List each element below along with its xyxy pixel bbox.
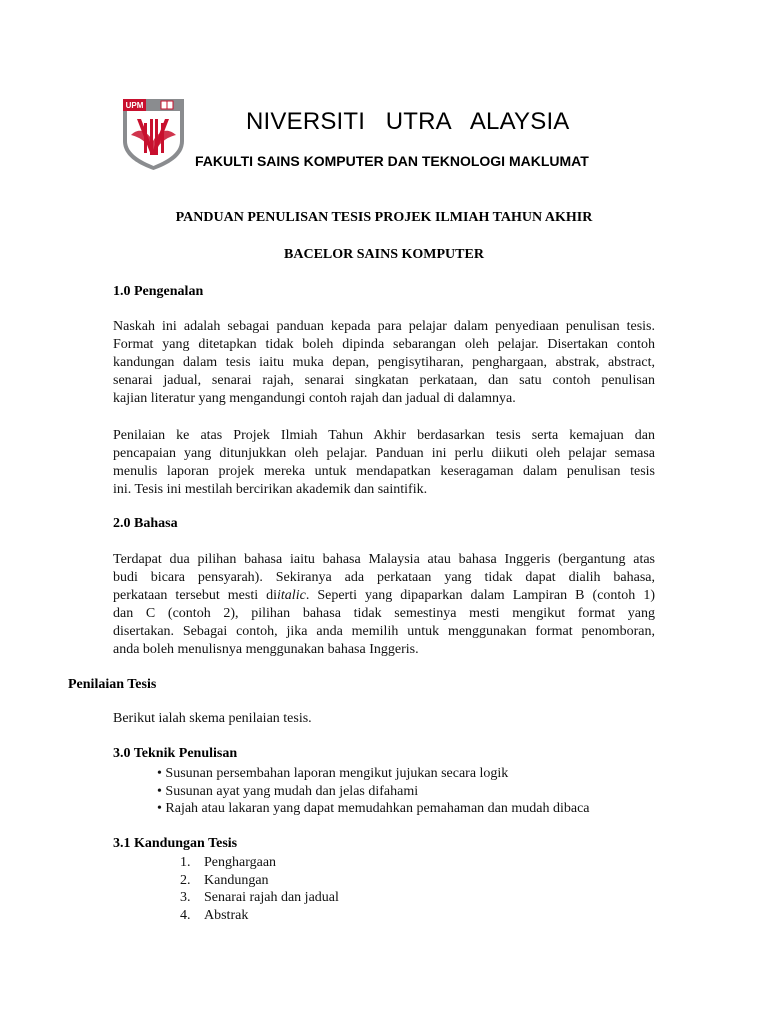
intro-p1-line: Format yang ditetapkan tidak boleh dipinda sebarangan oleh pelajar. Disertakan contoh — [113, 337, 655, 352]
list-item-text: Penghargaan — [204, 855, 277, 870]
section-heading-technique: 3.0 Teknik Penulisan — [113, 746, 238, 761]
list-item — [180, 854, 339, 872]
italic-word: italic — [277, 588, 306, 603]
section-heading-contents: 3.1 Kandungan Tesis — [113, 836, 238, 851]
intro-p1-line: kandungan dalam tesis iaitu muka depan, pengisytiharan, penghargaan, abstrak, abstract, — [113, 355, 655, 370]
list-item-text: Rajah atau lakaran yang dapat memudahkan pemahaman dan mudah dibaca — [165, 801, 590, 816]
intro-p1-line: senarai jadual, senarai rajah, senarai singkatan perkataan, dan satu contoh penulisan — [113, 373, 655, 388]
document-subtitle: BACELOR SAINS KOMPUTER — [284, 247, 484, 262]
intro-paragraph-2 — [113, 427, 655, 499]
language-line-pre: perkataan tersebut mesti di — [113, 588, 278, 603]
intro-paragraph-1 — [113, 318, 655, 408]
language-line-post: . Seperti yang dipaparkan dalam Lampiran B (contoh 1) — [305, 588, 655, 603]
intro-p2-line: Penilaian ke atas Projek Ilmiah Tahun Akhir berdasarkan tesis serta kemajuan dan — [113, 428, 655, 443]
technique-list — [157, 765, 590, 818]
intro-p1-line: Naskah ini adalah sebagai panduan kepada para pelajar dalam penyediaan penulisan tesis. — [113, 319, 655, 334]
language-line: dan C (contoh 2), pilihan bahasa tidak semestinya mesti mengikut format yang — [113, 606, 655, 621]
list-item-text: Abstrak — [204, 907, 249, 923]
list-item-number: 4. — [180, 907, 191, 923]
list-item-number: 3. — [180, 890, 191, 905]
intro-p2-line: ini. Tesis ini mestilah bercirikan akademik dan saintifik. — [113, 482, 428, 497]
contents-list — [180, 854, 339, 924]
list-item-text: Senarai rajah dan jadual — [204, 890, 339, 905]
list-item: • Susunan persembahan laporan mengikut jujukan secara logik — [157, 766, 509, 781]
language-paragraph — [113, 551, 655, 659]
list-item — [180, 872, 339, 890]
section-heading-language: 2.0 Bahasa — [113, 516, 178, 531]
section-heading-assessment: Penilaian Tesis — [68, 677, 157, 692]
upm-logo — [121, 97, 186, 171]
section-heading-intro: 1.0 Pengenalan — [113, 284, 204, 299]
list-item — [180, 907, 339, 925]
list-item-number: 2. — [180, 872, 191, 888]
list-item-text: Susunan ayat yang mudah dan jelas difahami — [165, 783, 419, 799]
faculty-name: FAKULTI SAINS KOMPUTER DAN TEKNOLOGI MAKLUMAT — [195, 153, 589, 169]
language-line: budi bicara pensyarah). Sekiranya ada perkataan yang tidak dapat dialih bahasa, — [113, 570, 655, 585]
intro-p2-line: menulis laporan projek mereka untuk mendapatkan keseragaman dalam penulisan tesis — [113, 464, 655, 479]
list-item-text: Susunan persembahan laporan mengikut jujukan secara logik — [165, 766, 509, 781]
language-line — [113, 587, 655, 605]
language-line: Terdapat dua pilihan bahasa iaitu bahasa Malaysia atau bahasa Inggeris (bergantung atas — [113, 552, 655, 567]
language-line: disertakan. Sebagai contoh, jika anda memilih untuk menggunakan format penomboran, — [113, 624, 655, 639]
list-item: • Rajah atau lakaran yang dapat memudahkan pemahaman dan mudah dibaca — [157, 801, 590, 816]
intro-p1-line: kajian literatur yang mengandungi contoh rajah dan jadual di dalamnya. — [113, 391, 516, 406]
list-item: • Susunan ayat yang mudah dan jelas difahami — [157, 783, 419, 799]
document-title: PANDUAN PENULISAN TESIS PROJEK ILMIAH TAHUN AKHIR — [175, 210, 593, 225]
list-item-text: Kandungan — [204, 872, 269, 888]
list-item — [180, 889, 339, 907]
intro-p2-line: pencapaian yang ditunjukkan oleh pelajar. Panduan ini perlu diikuti oleh pelajar semasa — [113, 446, 655, 461]
list-item-number: 1. — [180, 855, 191, 870]
assessment-intro: Berikut ialah skema penilaian tesis. — [113, 711, 312, 726]
logo-text: UPM — [125, 101, 144, 110]
university-name: NIVERSITI UTRA ALAYSIA — [246, 108, 570, 135]
language-line: anda boleh menulisnya menggunakan bahasa Inggeris. — [113, 642, 419, 657]
